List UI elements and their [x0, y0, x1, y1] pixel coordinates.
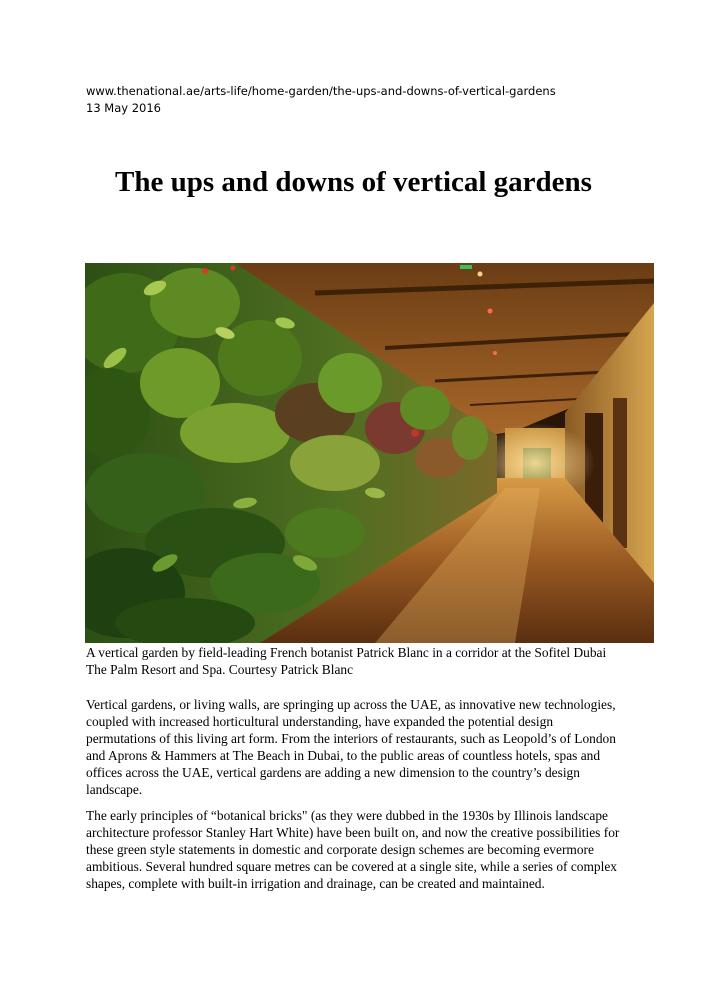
body-paragraph-2: The early principles of “botanical bricks" (as they were dubbed in the 1930s by Illinois landscape architecture professor Stanley Hart White) have been built on, and now the creative possibilities for these green style statements in domestic and corporate design schemes are becoming evermore ambitious. Several hundred square metres can be covered at a single site, while a series of complex shapes, complete with built-in irrigation and drainage, can be created and maintained. — [86, 808, 620, 891]
source-url: www.thenational.ae/arts-life/home-garden/the-ups-and-downs-of-vertical-gardens — [86, 84, 556, 98]
publication-date: 13 May 2016 — [86, 101, 161, 115]
body-paragraph-1: Vertical gardens, or living walls, are springing up across the UAE, as innovative new technologies, coupled with increased horticultural understanding, have expanded the potential design permutations of this living art form. From the interiors of restaurants, such as Leopold’s of London and Aprons & Hammers at The Beach in Dubai, to the public areas of countless hotels, spas and offices across the UAE, vertical gardens are adding a new dimension to the country’s design landscape. — [86, 697, 616, 797]
vertical-garden-photo — [85, 263, 654, 643]
article-title: The ups and downs of vertical gardens — [115, 166, 592, 198]
photo-caption: A vertical garden by field-leading French botanist Patrick Blanc in a corridor at the Sofitel Dubai The Palm Resort and Spa. Courtesy Patrick Blanc — [86, 645, 607, 677]
